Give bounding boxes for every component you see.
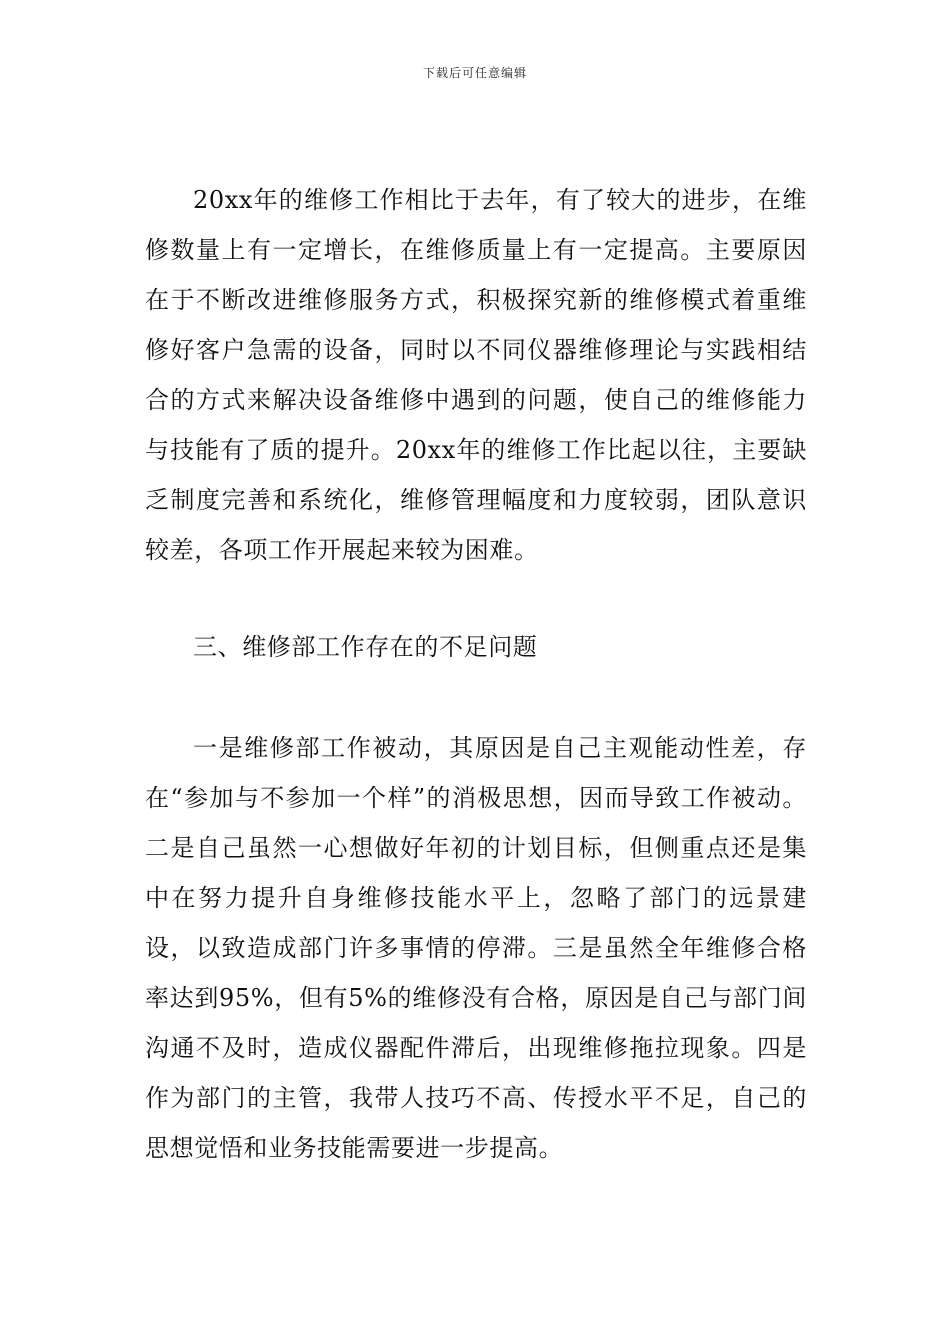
section-heading-shortcomings: 三、维修部工作存在的不足问题	[193, 633, 538, 661]
page-header-note: 下载后可任意编辑	[422, 66, 527, 80]
paragraph-repair-summary: 20xx年的维修工作相比于去年，有了较大的进步，在维修数量上有一定增长，在维修质量上有一定提高。主要原因在于不断改进维修服务方式，积极探究新的维修模式着重维修好客户急需的设备，同时以不同仪器维修理论与实践相结合的方式来解决设备维修中遇到的问题，使自己的维修能力与技能有了质的提升。20xx年的维修工作比起以往，主要缺乏制度完善和系统化，维修管理幅度和力度较弱，团队意识较差，各项工作开展起来较为困难。	[145, 186, 807, 564]
paragraph-shortcomings: 一是维修部工作被动，其原因是自己主观能动性差，存在“参加与不参加一个样”的消极思想，因而导致工作被动。二是自己虽然一心想做好年初的计划目标，但侧重点还是集中在努力提升自身维修技能水平上，忽略了部门的远景建设，以致造成部门许多事情的停滞。三是虽然全年维修合格率达到95%，但有5%的维修没有合格，原因是自己与部门间沟通不及时，造成仪器配件滞后，出现维修拖拉现象。四是作为部门的主管，我带人技巧不高、传授水平不足，自己的思想觉悟和业务技能需要进一步提高。	[145, 734, 807, 1162]
